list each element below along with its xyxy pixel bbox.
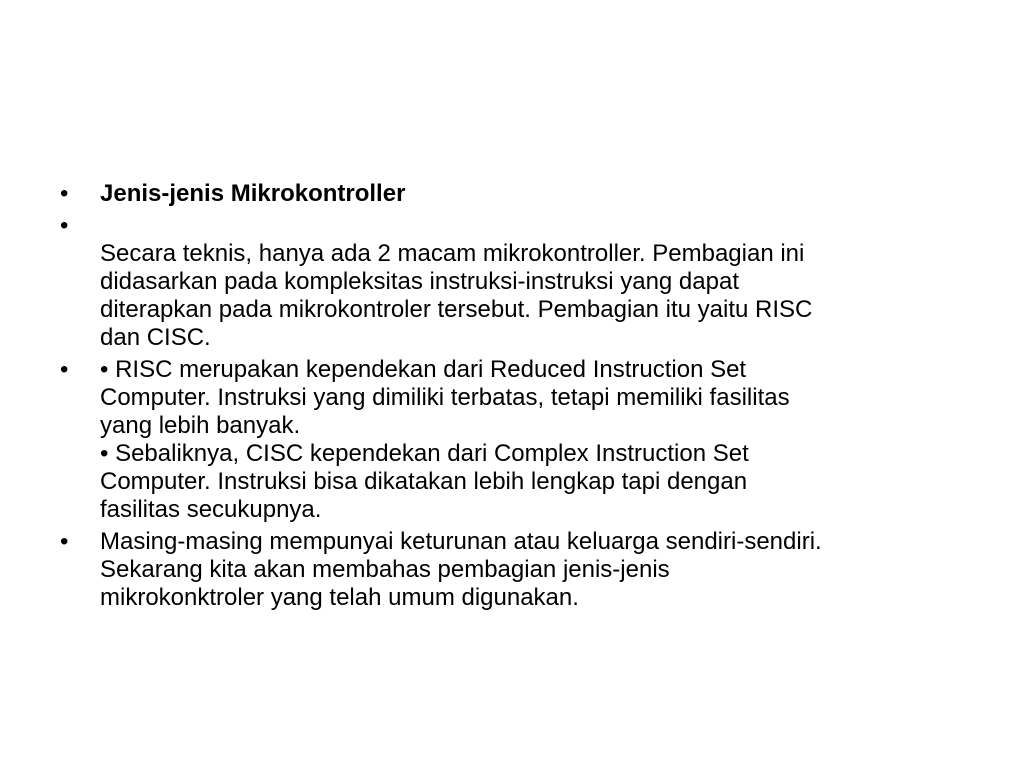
text-line: Computer. Instruksi bisa dikatakan lebih lengkap tapi dengan <box>100 468 748 495</box>
text-line: Secara teknis, hanya ada 2 macam mikrokontroller. Pembagian ini <box>100 240 805 267</box>
bullet-item-families <box>60 528 980 612</box>
text-line: Computer. Instruksi yang dimiliki terbatas, tetapi memiliki fasilitas <box>100 384 790 411</box>
bullet-dot: • <box>60 180 69 207</box>
bullet-dot: • <box>60 212 69 239</box>
text-line: yang lebih banyak. <box>100 412 301 439</box>
text-line: Masing-masing mempunyai keturunan atau keluarga sendiri-sendiri. <box>100 528 822 555</box>
text-line: mikrokonktroler yang telah umum digunakan. <box>100 584 579 611</box>
text-line <box>100 212 980 240</box>
bullet-item-intro <box>60 212 980 352</box>
bullet-dot: • <box>60 356 69 383</box>
bullet-item-heading <box>60 180 980 208</box>
bullet-list <box>60 180 980 616</box>
text-line: Sekarang kita akan membahas pembagian jenis-jenis <box>100 556 670 583</box>
heading-jenis-mikrokontroller: Jenis-jenis Mikrokontroller <box>100 180 406 207</box>
text-line: didasarkan pada kompleksitas instruksi-instruksi yang dapat <box>100 268 739 295</box>
bullet-dot: • <box>60 528 69 555</box>
bullet-item-risc-cisc <box>60 356 980 524</box>
text-line: • Sebaliknya, CISC kependekan dari Complex Instruction Set <box>100 440 749 467</box>
text-line: diterapkan pada mikrokontroler tersebut. Pembagian itu yaitu RISC <box>100 296 813 323</box>
text-line: dan CISC. <box>100 324 211 351</box>
text-line: • RISC merupakan kependekan dari Reduced Instruction Set <box>100 356 747 383</box>
text-line: fasilitas secukupnya. <box>100 496 322 523</box>
